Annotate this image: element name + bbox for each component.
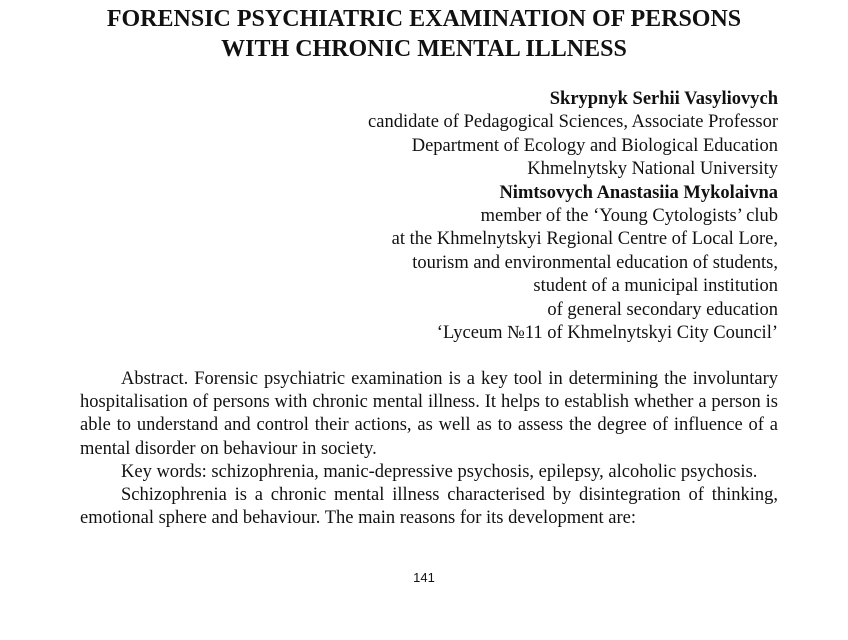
author-2-affiliation-line: member of the ‘Young Cytologists’ club [480, 206, 778, 227]
author-name-2: Nimtsovych Anastasiia Mykolaivna [499, 182, 778, 203]
page-number: 141 [413, 570, 435, 585]
author-2-affiliation-line: tourism and environmental education of students, [412, 252, 778, 273]
author-1-position: candidate of Pedagogical Sciences, Associate Professor [368, 112, 778, 133]
author-affiliations [368, 88, 778, 345]
author-2-affiliation-line: at the Khmelnytskyi Regional Centre of Local Lore, [391, 229, 778, 250]
author-name-1: Skrypnyk Serhii Vasyliovych [549, 89, 778, 109]
body-paragraph: Schizophrenia is a chronic mental illness characterised by disintegration of thinking, emotional sphere and behaviour. The main reasons for its development are: [80, 485, 778, 529]
article-body [80, 368, 778, 530]
author-2-affiliation-line: ‘Lyceum №11 of Khmelnytskyi City Council’ [436, 323, 778, 344]
abstract-paragraph: Abstract. Forensic psychiatric examination is a key tool in determining the involuntary hospitalisation of persons with chronic mental illness. It helps to establish whether a person is able to understand and control their actions, as well as to assess the degree of influence of a mental disorder on behaviour in society. [80, 369, 778, 459]
author-1-university: Khmelnytsky National University [527, 159, 778, 180]
author-1-department: Department of Ecology and Biological Education [411, 135, 778, 156]
paper-title-line-2: WITH CHRONIC MENTAL ILLNESS [221, 36, 627, 62]
author-2-affiliation-line: student of a municipal institution [533, 276, 778, 297]
author-2-affiliation-line: of general secondary education [547, 299, 778, 320]
paper-title-line-1: FORENSIC PSYCHIATRIC EXAMINATION OF PERSONS [106, 6, 742, 32]
keywords-paragraph: Key words: schizophrenia, manic-depressive psychosis, epilepsy, alcoholic psychosis. [121, 461, 758, 482]
